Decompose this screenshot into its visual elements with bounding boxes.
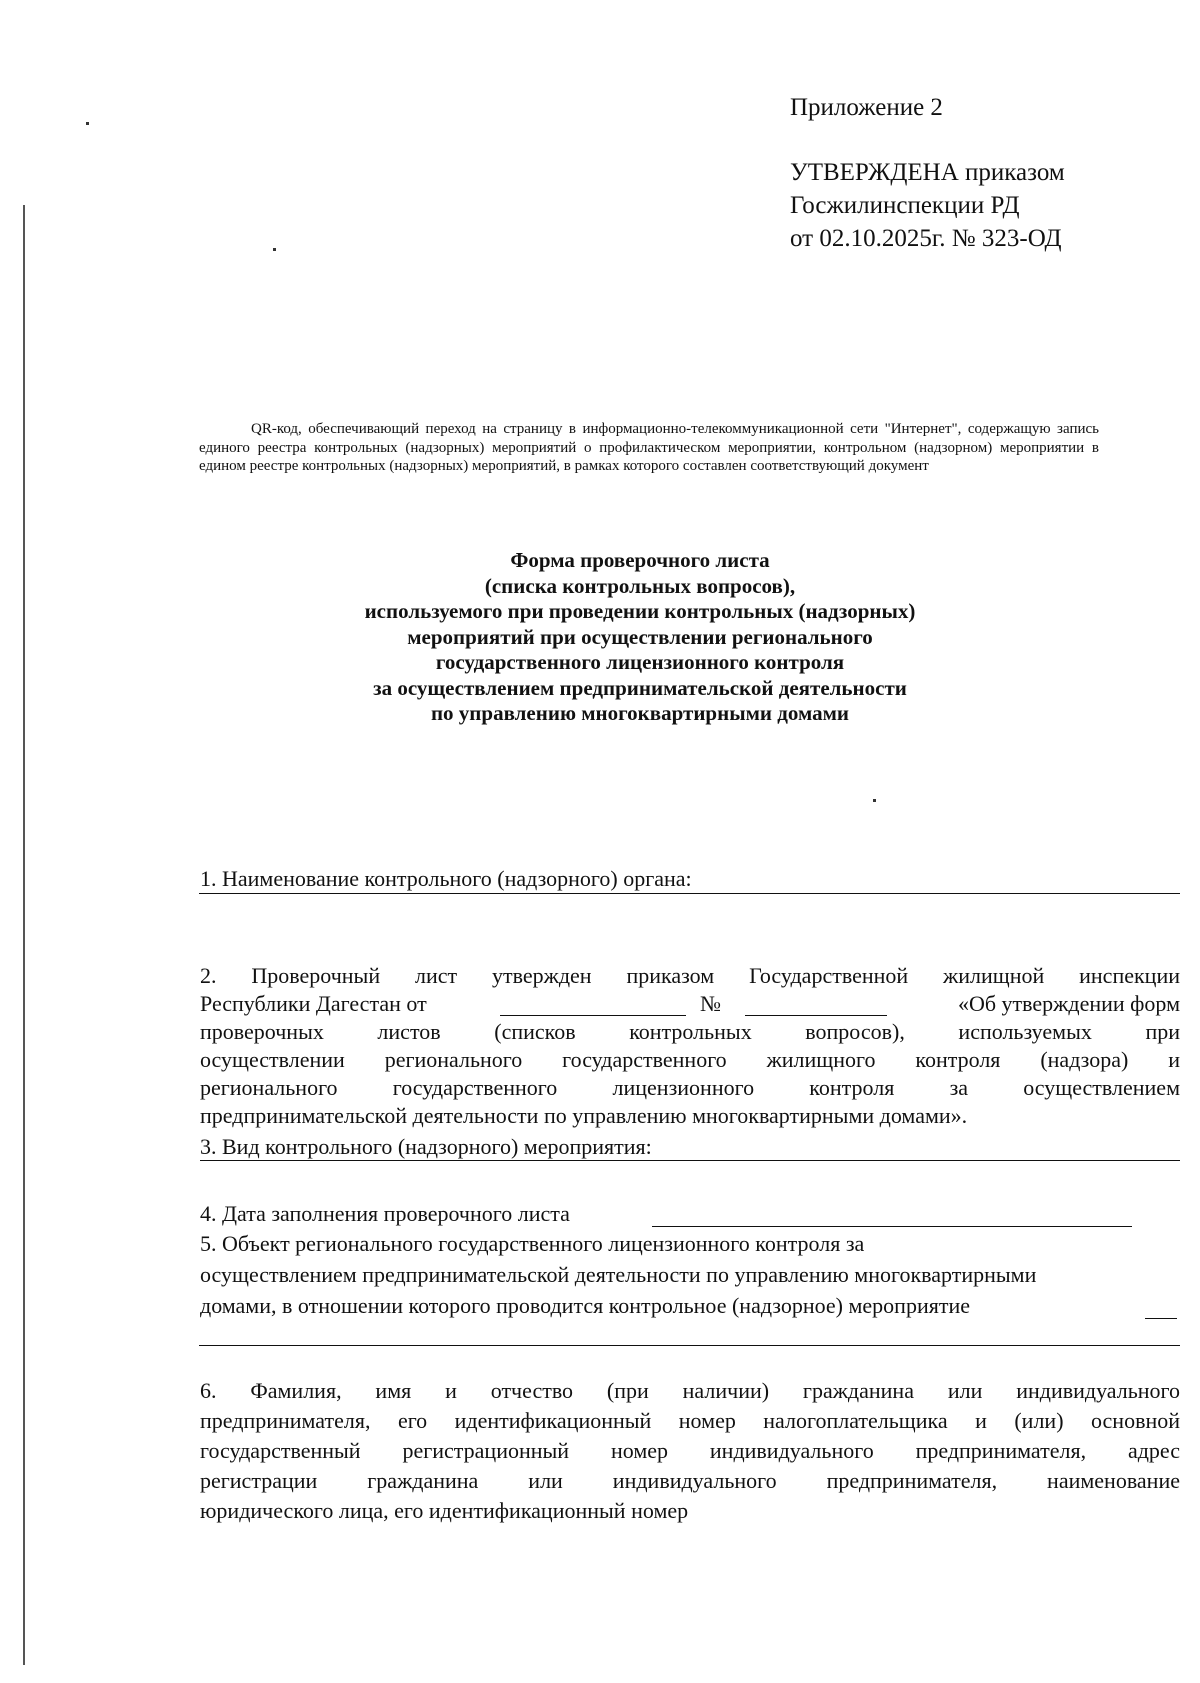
item-2-line-1: 2. Проверочный лист утвержден приказом Государственной жилищной инспекции [200,963,1180,988]
title-line: мероприятий при осуществлении регионального [407,624,873,649]
form-title [190,548,1090,727]
title-line: государственного лицензионного контроля [435,650,845,674]
item-4-label: 4. Дата заполнения проверочного листа [200,1201,570,1226]
qr-code-note: QR-код, обеспечивающий переход на страницу в информационно-телекоммуникационной сети "Интернет", содержащую запись единого реестра контрольных (надзорных) мероприятий о профилактическом мероприятии, контрольном (надзорном) мероприятии в едином реестре контрольных (надзорных) мероприятий, в рамках которого составлен соответствующий документ [199,421,1099,475]
item-5-line-1: 5. Объект регионального государственного лицензионного контроля за [200,1231,865,1256]
title-line: используемого при проведении контрольных (надзорных) [364,599,916,623]
item-2-line-3: проверочных листов (списков контрольных вопросов), используемых при [200,1019,1180,1044]
item-2-line-4: осуществлении регионального государственного жилищного контроля (надзора) и [200,1047,1180,1072]
item-3-underline [200,1160,1180,1161]
item-5-line-2: осуществлением предпринимательской деятельности по управлению многоквартирными [200,1262,1037,1287]
title-line: (списка контрольных вопросов), [484,573,796,598]
item-6-line-1: 6. Фамилия, имя и отчество (при наличии) гражданина или индивидуального [200,1378,1180,1403]
item-5-tail-blank [1145,1318,1177,1319]
item-5-underline [199,1345,1180,1346]
item-2-number-sign: № [700,991,721,1016]
item-2-title-start: «Об утверждении форм [957,991,1180,1016]
item-2-date-blank [500,1015,686,1016]
approved-line-1: УТВЕРЖДЕНА приказом [790,159,1065,186]
scan-dot [273,248,276,251]
scan-dot [873,799,876,802]
item-6-line-3: государственный регистрационный номер индивидуального предпринимателя, адрес [200,1438,1180,1463]
item-1-underline [199,893,1180,894]
item-3-label: 3. Вид контрольного (надзорного) мероприятия: [200,1134,652,1159]
item-5-line-3: домами, в отношении которого проводится контрольное (надзорное) мероприятие [200,1293,970,1318]
approved-line-3: от 02.10.2025г. № 323-ОД [790,225,1062,252]
item-2-line-6: предпринимательской деятельности по управлению многоквартирными домами». [200,1103,968,1128]
appendix-label: Приложение 2 [790,94,943,121]
title-line: Форма проверочного листа [510,548,770,572]
scan-dot [86,122,89,125]
item-6-line-2: предпринимателя, его идентификационный номер налогоплательщика и (или) основной [200,1408,1180,1433]
item-2-line-5: регионального государственного лицензионного контроля за осуществлением [200,1075,1180,1100]
item-1-label: 1. Наименование контрольного (надзорного) органа: [200,866,692,891]
scan-margin-line [23,205,25,1665]
title-line: по управлению многоквартирными домами [430,701,850,725]
item-4-underline [652,1226,1132,1227]
item-2-line-2 [200,991,1180,1019]
item-2-from-label: Республики Дагестан от [200,991,427,1016]
item-6-line-4: регистрации гражданина или индивидуального предпринимателя, наименование [200,1468,1180,1493]
item-2-number-blank [745,1015,887,1016]
approved-line-2: Госжилинспекции РД [790,192,1020,219]
item-6-line-5: юридического лица, его идентификационный номер [200,1498,689,1523]
title-line: за осуществлением предпринимательской деятельности [373,675,907,700]
